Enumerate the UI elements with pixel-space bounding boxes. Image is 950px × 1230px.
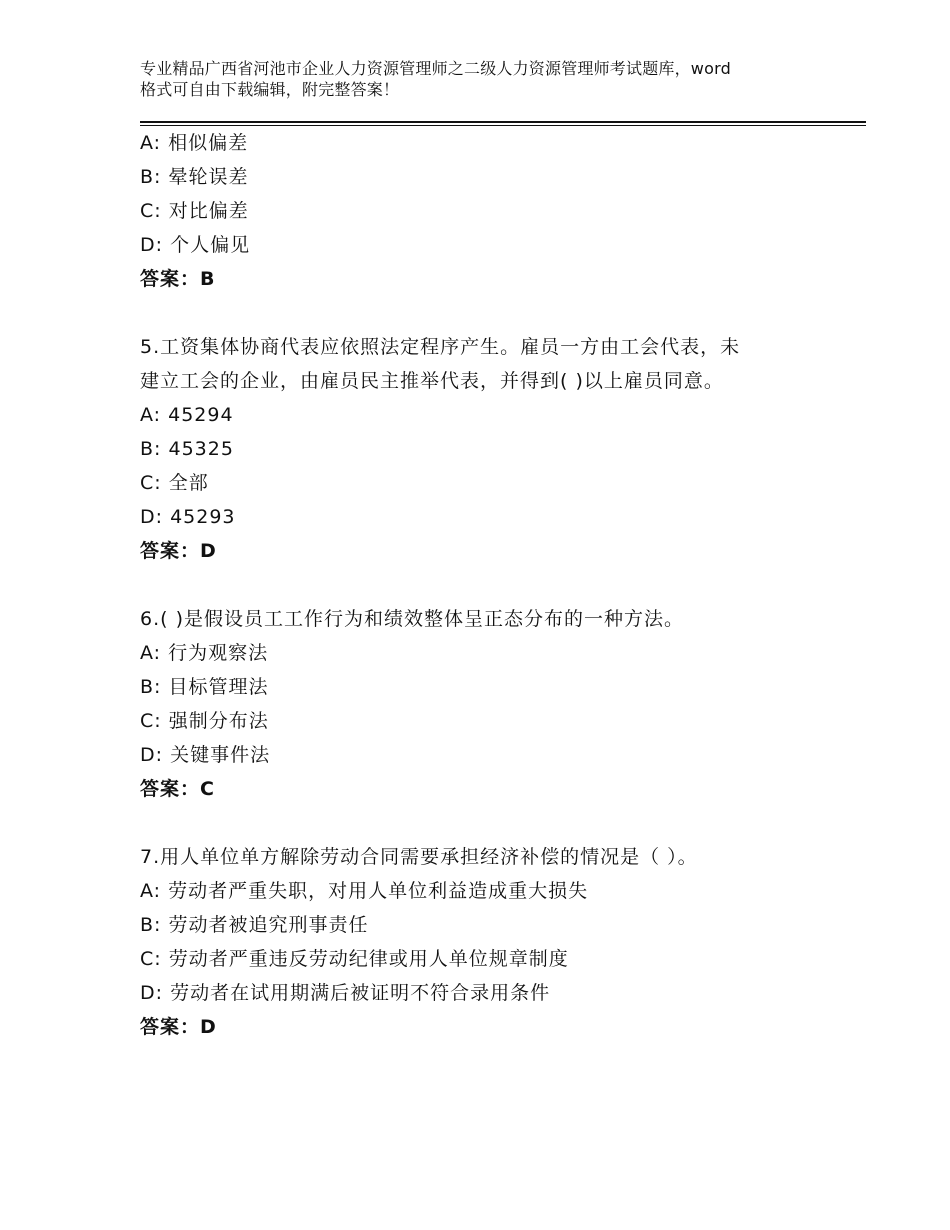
option-d: D: 个人偏见 bbox=[140, 234, 251, 256]
question-stem-line-1: 5.工资集体协商代表应依照法定程序产生。雇员一方由工会代表，未 bbox=[140, 336, 741, 358]
answer-label: 答案：B bbox=[140, 268, 216, 290]
option-d: D: 45293 bbox=[140, 506, 236, 528]
question-list bbox=[140, 126, 840, 1044]
option-b: B: 目标管理法 bbox=[140, 676, 269, 698]
document-header bbox=[140, 58, 840, 100]
header-divider-thick bbox=[140, 121, 866, 123]
answer-label: 答案：C bbox=[140, 778, 215, 800]
header-title-line-2: 格式可自由下载编辑，附完整答案！ bbox=[140, 80, 400, 99]
answer-label: 答案：D bbox=[140, 540, 217, 562]
option-b: B: 劳动者被追究刑事责任 bbox=[140, 914, 369, 936]
question-block-4 bbox=[140, 126, 840, 296]
option-b: B: 晕轮误差 bbox=[140, 166, 249, 188]
option-d: D: 劳动者在试用期满后被证明不符合录用条件 bbox=[140, 982, 551, 1004]
option-a: A: 劳动者严重失职，对用人单位利益造成重大损失 bbox=[140, 880, 589, 902]
spacer bbox=[140, 568, 840, 602]
header-title-line-1: 专业精品广西省河池市企业人力资源管理师之二级人力资源管理师考试题库，word bbox=[140, 59, 731, 78]
option-d: D: 关键事件法 bbox=[140, 744, 271, 766]
question-stem-line-2: 建立工会的企业，由雇员民主推举代表，并得到( )以上雇员同意。 bbox=[140, 370, 724, 392]
option-c: C: 劳动者严重违反劳动纪律或用人单位规章制度 bbox=[140, 948, 569, 970]
question-block-7 bbox=[140, 840, 840, 1044]
question-block-6 bbox=[140, 602, 840, 806]
question-stem-line-1: 7.用人单位单方解除劳动合同需要承担经济补偿的情况是（ ）。 bbox=[140, 846, 698, 868]
option-a: A: 行为观察法 bbox=[140, 642, 269, 664]
question-stem-line-1: 6.( )是假设员工工作行为和绩效整体呈正态分布的一种方法。 bbox=[140, 608, 684, 630]
answer-label: 答案：D bbox=[140, 1016, 217, 1038]
option-c: C: 强制分布法 bbox=[140, 710, 269, 732]
option-c: C: 全部 bbox=[140, 472, 209, 494]
question-block-5 bbox=[140, 330, 840, 568]
option-a: A: 相似偏差 bbox=[140, 132, 249, 154]
option-a: A: 45294 bbox=[140, 404, 234, 426]
option-c: C: 对比偏差 bbox=[140, 200, 249, 222]
spacer bbox=[140, 806, 840, 840]
spacer bbox=[140, 296, 840, 330]
option-b: B: 45325 bbox=[140, 438, 234, 460]
